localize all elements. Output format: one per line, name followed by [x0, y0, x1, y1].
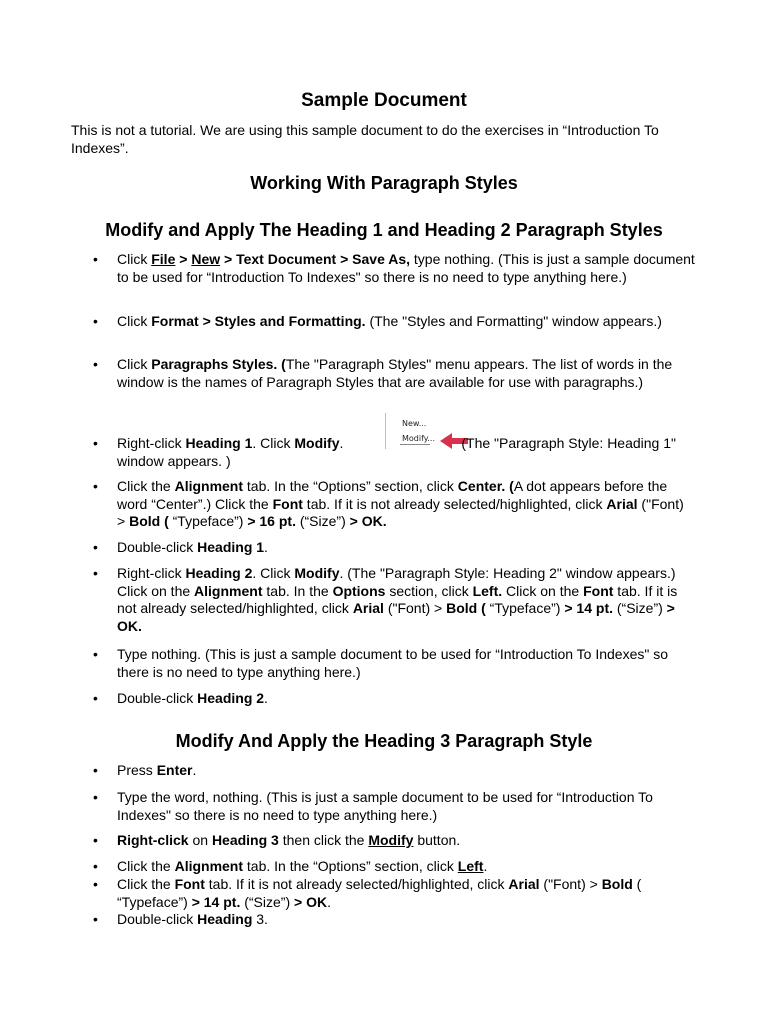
heading-paragraph-styles: Working With Paragraph Styles — [250, 173, 518, 193]
list-item-text: Right-click on Heading 3 then click the Modify button. — [117, 832, 461, 848]
bullet: • — [93, 762, 98, 778]
list-item-text: Right-click Heading 2. Click Modify. (The "Paragraph Style: Heading 2" window appears.) Click on the Alignment tab. In the Options section, click Left. Click on the Font tab. If it is not already selected/highlighted, click Arial ("Font) > Bold ( “Typeface”) > 14 pt. (“Size”) > OK. — [117, 565, 678, 634]
document-title: Sample Document — [301, 90, 467, 111]
bullet: • — [93, 435, 98, 451]
bullet: • — [93, 539, 98, 555]
bullet: • — [93, 858, 98, 874]
list-item-text: Press Enter. — [117, 762, 197, 778]
list-item-text: Click Paragraphs Styles. (The "Paragraph Styles" menu appears. The list of words in the window is the names of Paragraph Styles that are available for use with paragraphs.) — [117, 356, 673, 390]
bullet: • — [93, 251, 98, 267]
list-item-text: Click the Font tab. If it is not already selected/highlighted, click Arial ("Font) > Bold ( “Typeface”) > 14 pt. (“Size”) > OK. — [117, 876, 642, 910]
bullet: • — [93, 690, 98, 706]
list-item-text: Right-click Heading 1. Click Modify. (The "Paragraph Style: Heading 1" window appears. ) — [117, 435, 676, 469]
list-item-text: Type nothing. (This is just a sample document to be used for “Introduction To Indexes" so there is no need to type anything here.) — [117, 646, 669, 680]
list-item-text: Double-click Heading 2. — [117, 690, 268, 706]
bullet: • — [93, 478, 98, 494]
list-item-text: Double-click Heading 1. — [117, 539, 268, 555]
bullet: • — [93, 313, 98, 329]
list-item-text: Click the Alignment tab. In the “Options” section, click Center. (A dot appears before the word “Center”.) Click the Font tab. If it is not already selected/highlighted, click Arial ("Font) > Bold ( “Typeface”) > 16 pt. (“Size”) > OK. — [117, 478, 684, 530]
bullet: • — [93, 646, 98, 662]
menu-item-new: New... — [402, 419, 427, 428]
bullet: • — [93, 911, 98, 927]
bullet: • — [93, 356, 98, 372]
list-item-text: Click Format > Styles and Formatting. (The "Styles and Formatting" window appears.) — [117, 313, 662, 329]
menu-item-modify: Modify... — [402, 434, 435, 443]
list-item-text: Type the word, nothing. (This is just a sample document to be used for “Introduction To Indexes" so there is no need to type anything here.) — [117, 789, 653, 823]
bullet: • — [93, 832, 98, 848]
bullet: • — [93, 876, 98, 892]
heading-modify-heading-1-2: Modify and Apply The Heading 1 and Heading 2 Paragraph Styles — [105, 220, 663, 240]
bullet: • — [93, 565, 98, 581]
list-item-text: Double-click Heading 3. — [117, 911, 268, 927]
list-item-text: Click the Alignment tab. In the “Options” section, click Left. — [117, 858, 488, 874]
bullet: • — [93, 789, 98, 805]
list-item-text: Click File > New > Text Document > Save As, type nothing. (This is just a sample document to be used for “Introduction To Indexes" so there is no need to type anything here.) — [117, 251, 695, 285]
heading-modify-heading-3: Modify And Apply the Heading 3 Paragraph Style — [175, 731, 593, 751]
intro-paragraph: This is not a tutorial. We are using this sample document to do the exercises in “Introduction To Indexes”. — [71, 122, 659, 156]
